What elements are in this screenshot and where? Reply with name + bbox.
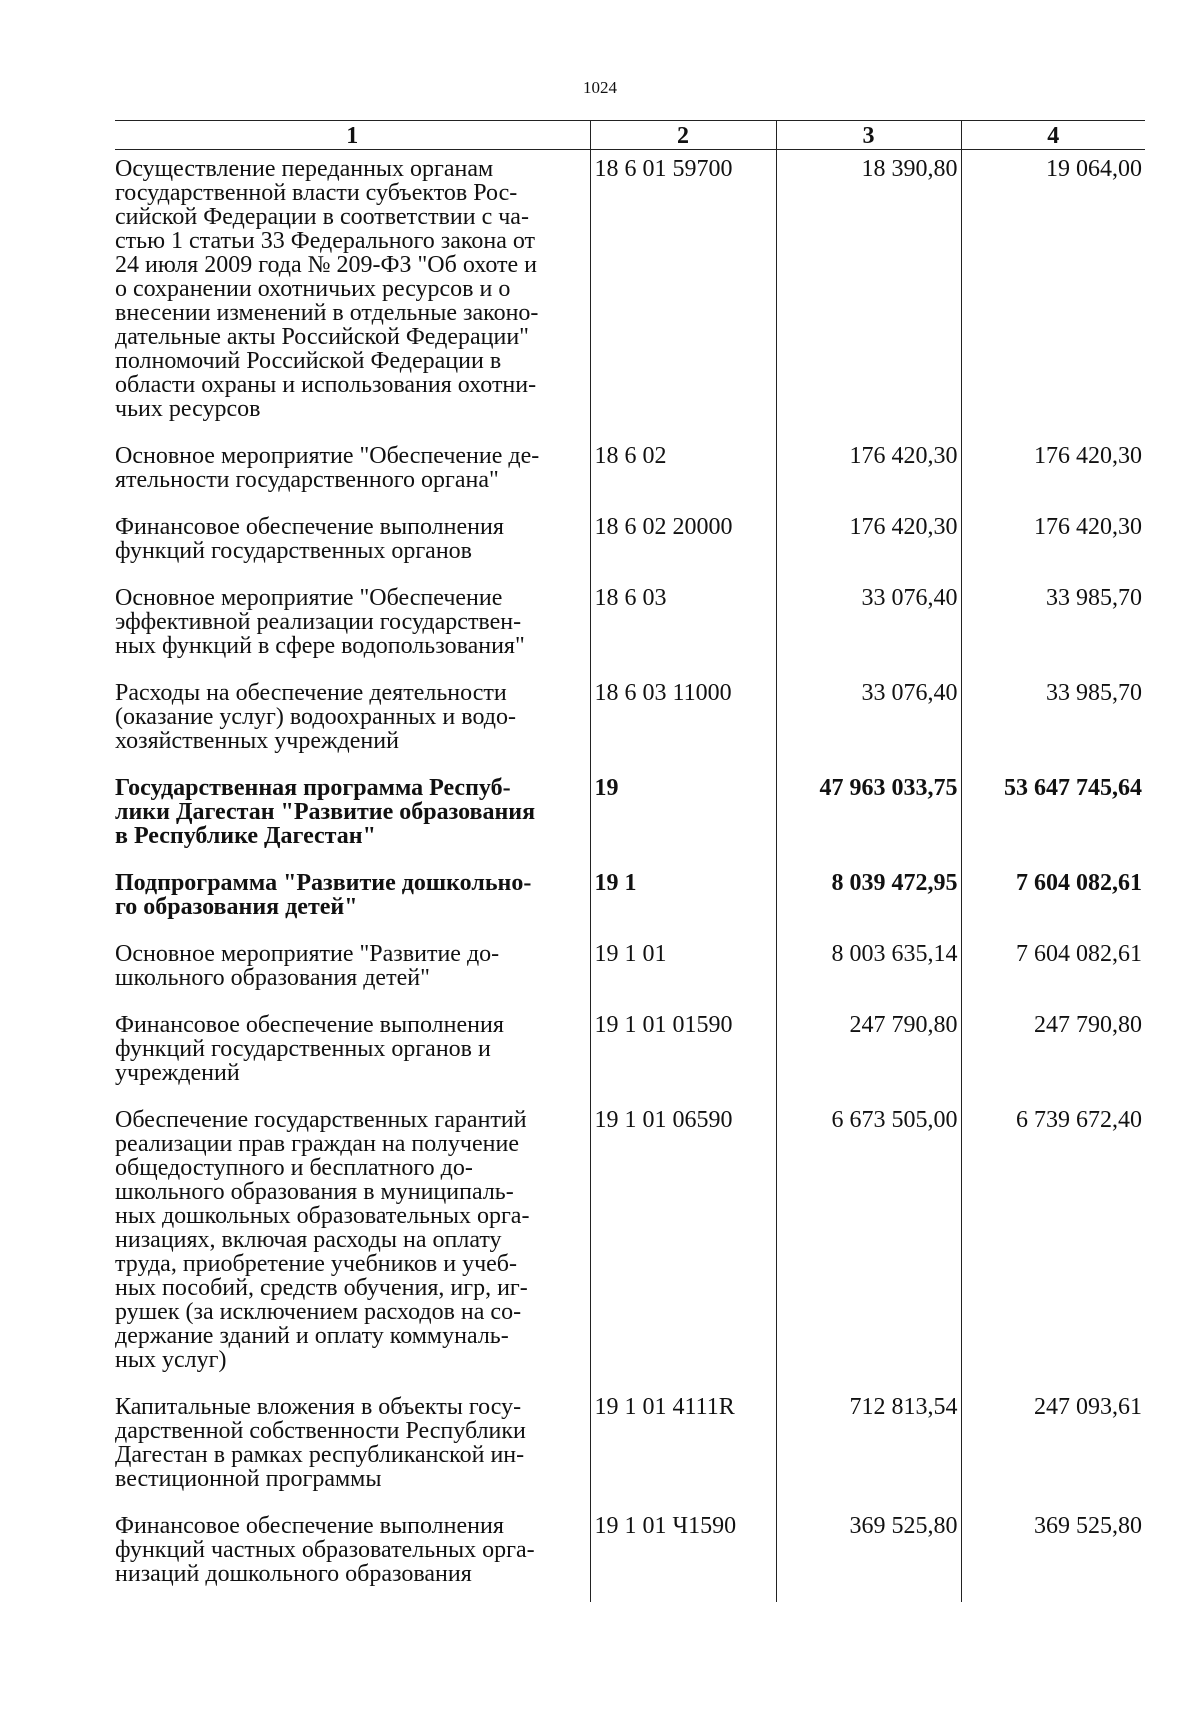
row-code: 19 1 01 Ч1590 [590, 1507, 776, 1602]
row-code: 19 1 01 [590, 935, 776, 1006]
row-name: Основное мероприятие "Обеспечение де- ятельности государственного органа" [115, 443, 540, 493]
row-value-col4: 247 790,80 [961, 1006, 1145, 1101]
row-name: Обеспечение государственных гарантий реализации прав граждан на получение общедоступного и бесплатного до- школьного образования в муниципаль- ных дошкольных образовательных орга- низациях, включая расходы на оплату труда, приобретение учебников и учеб- ных пособий, средств обучения, игр, иг- рушек (за исключением расходов на со- держание зданий и оплату коммуналь- ных услуг) [115, 1107, 530, 1373]
row-code: 18 6 03 [590, 579, 776, 674]
row-name: Государственная программа Респуб- лики Дагестан "Развитие образования в Республике Дагестан" [115, 775, 536, 849]
table-row [115, 1101, 1145, 1388]
row-code: 19 1 01 01590 [590, 1006, 776, 1101]
row-name-cell [115, 1101, 590, 1388]
row-value-col3: 176 420,30 [776, 437, 961, 508]
row-name-cell [115, 579, 590, 674]
row-name-cell [115, 769, 590, 864]
row-value-col3: 6 673 505,00 [776, 1101, 961, 1388]
row-code: 18 6 02 20000 [590, 508, 776, 579]
table-row [115, 508, 1145, 579]
column-header-3: 3 [776, 121, 961, 150]
table-row [115, 1006, 1145, 1101]
row-value-col3: 47 963 033,75 [776, 769, 961, 864]
row-value-col3: 8 003 635,14 [776, 935, 961, 1006]
row-value-col4: 176 420,30 [961, 508, 1145, 579]
row-name-cell [115, 674, 590, 769]
row-name-cell [115, 1006, 590, 1101]
table-row [115, 1507, 1145, 1602]
row-name: Осуществление переданных органам государственной власти субъектов Рос- сийской Федерации в соответствии с ча- стью 1 статьи 33 Федерального закона от 24 июля 2009 года № 209-ФЗ "Об охоте и о сохранении охотничьих ресурсов и о внесении изменений в отдельные законо- дательные акты Российской Федерации" полномочий Российской Федерации в области охраны и использования охотни- чьих ресурсов [115, 156, 539, 422]
table-row [115, 579, 1145, 674]
row-name-cell [115, 150, 590, 438]
row-name: Финансовое обеспечение выполнения функций государственных органов [115, 514, 504, 564]
row-code: 19 1 [590, 864, 776, 935]
table-row [115, 769, 1145, 864]
row-value-col4: 19 064,00 [961, 150, 1145, 438]
row-name-cell [115, 864, 590, 935]
row-value-col4: 53 647 745,64 [961, 769, 1145, 864]
row-name: Подпрограмма "Развитие дошкольно- го образования детей" [115, 870, 532, 920]
budget-table [115, 120, 1145, 1602]
row-code: 18 6 01 59700 [590, 150, 776, 438]
table-header [115, 121, 1145, 150]
row-name-cell [115, 935, 590, 1006]
row-value-col4: 369 525,80 [961, 1507, 1145, 1602]
table-row [115, 150, 1145, 438]
row-value-col4: 6 739 672,40 [961, 1101, 1145, 1388]
table-row [115, 935, 1145, 1006]
table-row [115, 864, 1145, 935]
row-name-cell [115, 1388, 590, 1507]
table-row [115, 437, 1145, 508]
row-value-col4: 33 985,70 [961, 579, 1145, 674]
row-code: 19 1 01 4111R [590, 1388, 776, 1507]
row-value-col3: 18 390,80 [776, 150, 961, 438]
row-value-col3: 247 790,80 [776, 1006, 961, 1101]
row-code: 18 6 03 11000 [590, 674, 776, 769]
row-value-col3: 712 813,54 [776, 1388, 961, 1507]
row-value-col3: 369 525,80 [776, 1507, 961, 1602]
row-value-col3: 176 420,30 [776, 508, 961, 579]
row-value-col4: 7 604 082,61 [961, 864, 1145, 935]
row-code: 19 1 01 06590 [590, 1101, 776, 1388]
row-name: Основное мероприятие "Обеспечение эффективной реализации государствен- ных функций в сфере водопользования" [115, 585, 525, 659]
row-value-col4: 176 420,30 [961, 437, 1145, 508]
row-code: 19 [590, 769, 776, 864]
row-name: Финансовое обеспечение выполнения функций частных образовательных орга- низаций дошкольного образования [115, 1513, 535, 1587]
page-number: 1024 [583, 78, 617, 97]
row-value-col3: 33 076,40 [776, 579, 961, 674]
row-value-col4: 7 604 082,61 [961, 935, 1145, 1006]
row-name: Капитальные вложения в объекты госу- дарственной собственности Республики Дагестан в рамках республиканской ин- вестиционной программы [115, 1394, 526, 1492]
table-row [115, 1388, 1145, 1507]
row-name: Финансовое обеспечение выполнения функций государственных органов и учреждений [115, 1012, 504, 1086]
row-code: 18 6 02 [590, 437, 776, 508]
row-name-cell [115, 1507, 590, 1602]
table-body [115, 150, 1145, 1603]
row-value-col3: 33 076,40 [776, 674, 961, 769]
column-header-4: 4 [961, 121, 1145, 150]
row-name: Основное мероприятие "Развитие до- школьного образования детей" [115, 941, 500, 991]
row-value-col3: 8 039 472,95 [776, 864, 961, 935]
table-row [115, 674, 1145, 769]
column-header-1: 1 [115, 121, 590, 150]
row-name-cell [115, 508, 590, 579]
row-name: Расходы на обеспечение деятельности (оказание услуг) водоохранных и водо- хозяйственных учреждений [115, 680, 516, 754]
column-header-2: 2 [590, 121, 776, 150]
row-value-col4: 247 093,61 [961, 1388, 1145, 1507]
header-row [115, 121, 1145, 150]
row-value-col4: 33 985,70 [961, 674, 1145, 769]
row-name-cell [115, 437, 590, 508]
